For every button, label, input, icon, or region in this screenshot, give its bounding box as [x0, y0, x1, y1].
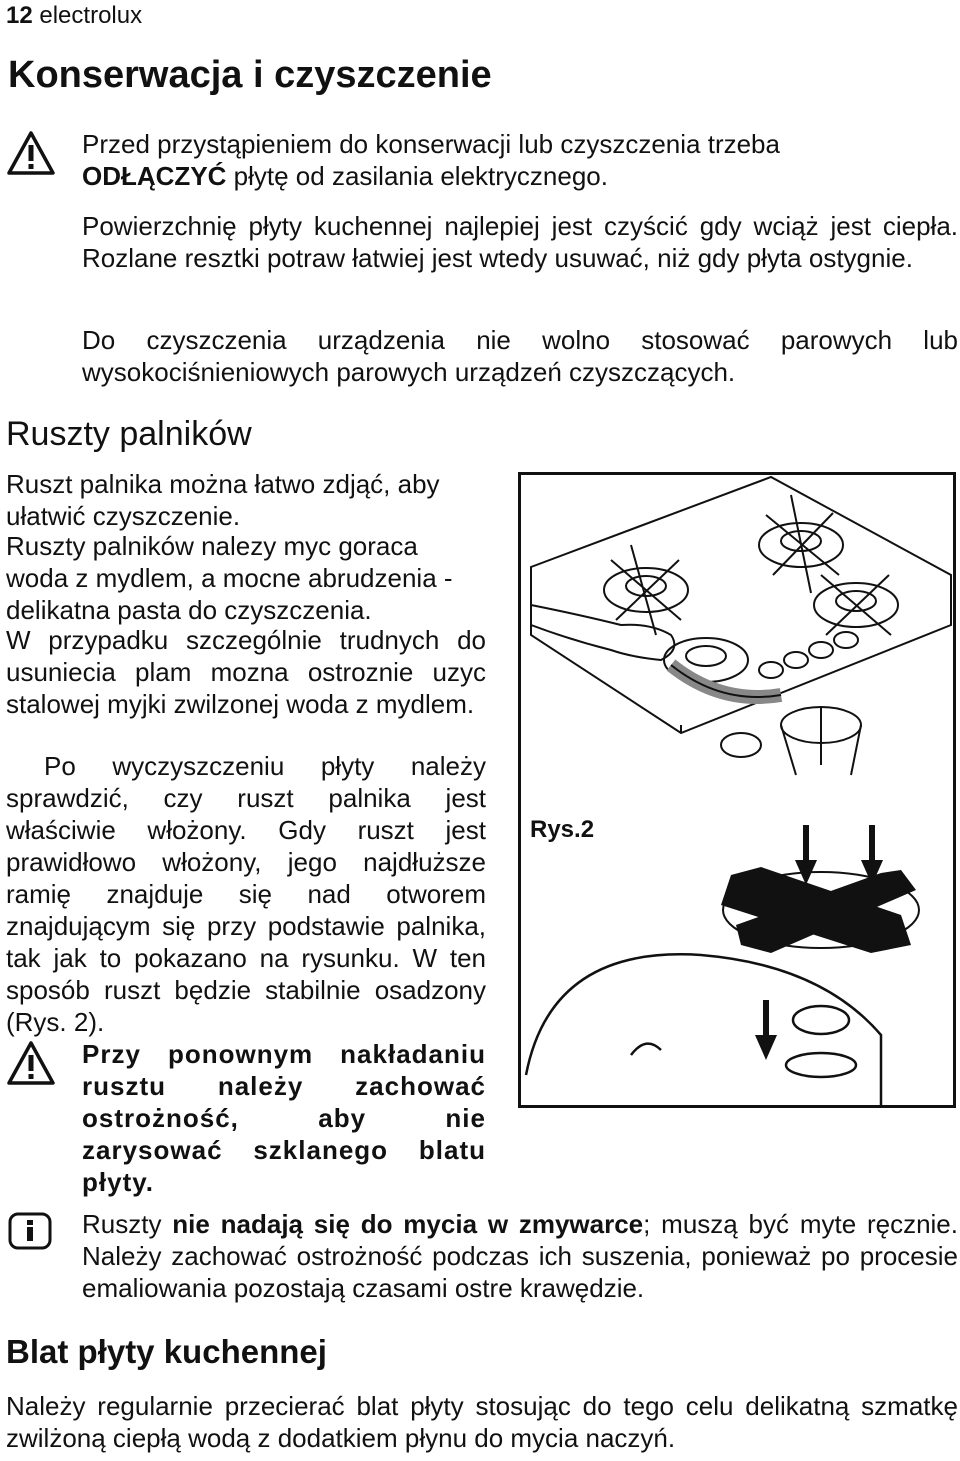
info-note-bold: nie nadają się do mycia w zmywarce [172, 1209, 644, 1239]
grates-paragraph-4: Po wyczyszczeniu płyty należy sprawdzić, czy ruszt palnika jest właściwie włożony. Gdy ruszt jest prawidłowo włożony, jego najdłuższe ramię znajduje się nad otworem znajdującym się przy podstawie palnika, tak jak to pokazano na rysunku. W ten sposób ruszt będzie stabilnie osadzony (Rys. 2). [6, 751, 486, 1037]
intro-p1-bold: ODŁĄCZYĆ [82, 161, 227, 191]
info-note [82, 1208, 958, 1304]
intro-p1-text-end: płytę od zasilania elektrycznego. [226, 161, 608, 191]
figure-grate-illustration [518, 472, 956, 1108]
hob-top-paragraph: Należy regularnie przecierać blat płyty stosując do tego celu delikatną szmatkę zwilżoną ciepłą wodą z dodatkiem płynu do mycia naczyń. [6, 1391, 958, 1453]
warning-triangle-icon [6, 130, 56, 176]
intro-paragraph-1 [82, 128, 958, 192]
intro-paragraph-2: Powierzchnię płyty kuchennej najlepiej jest czyścić gdy wciąż jest ciepła. Rozlane resztki potraw łatwiej jest wtedy usuwać, niż gdy płyta ostygnie. [82, 211, 958, 273]
info-note-text-end: ; muszą być myte ręcznie. Należy zachować ostrożność podczas ich suszenia, ponieważ po procesie emaliowania pozostają czasami ostre krawędzie. [82, 1209, 958, 1303]
grates-paragraph-2: Ruszty palników nalezy myc goraca woda z mydlem, a mocne abrudzenia - delikatna pasta do czyszczenia. [6, 531, 453, 625]
figure-label: Rys.2 [530, 816, 595, 843]
warning-triangle-icon [6, 1040, 56, 1086]
page-number: 12 [6, 2, 33, 29]
grates-warning: Przy ponownym nakładaniu rusztu należy zachować ostrożność, aby nie zarysować szklanego blatu płyty. [82, 1039, 486, 1197]
grates-paragraph-3: W przypadku szczególnie trudnych do usuniecia plam mozna ostroznie uzyc stalowej myjki zwilzonej woda z mydlem. [6, 625, 486, 719]
section-heading-grates: Ruszty palników [6, 415, 252, 453]
info-note-text: Ruszty [82, 1209, 173, 1239]
intro-paragraph-3: Do czyszczenia urządzenia nie wolno stosować parowych lub wysokociśnieniowych parowych urządzeń czyszczących. [82, 325, 958, 387]
section-heading-hob-top: Blat płyty kuchennej [6, 1333, 327, 1370]
info-icon [8, 1212, 52, 1250]
intro-p1-text: Przed przystąpieniem do konserwacji lub czyszczenia trzeba [82, 129, 780, 159]
grates-paragraph-1: Ruszt palnika można łatwo zdjąć, aby ułatwić czyszczenie. [6, 469, 440, 531]
page-header [6, 2, 142, 30]
brand-name: electrolux [39, 2, 143, 29]
page-title: Konserwacja i czyszczenie [8, 54, 492, 96]
hob-illustration [521, 475, 953, 1105]
